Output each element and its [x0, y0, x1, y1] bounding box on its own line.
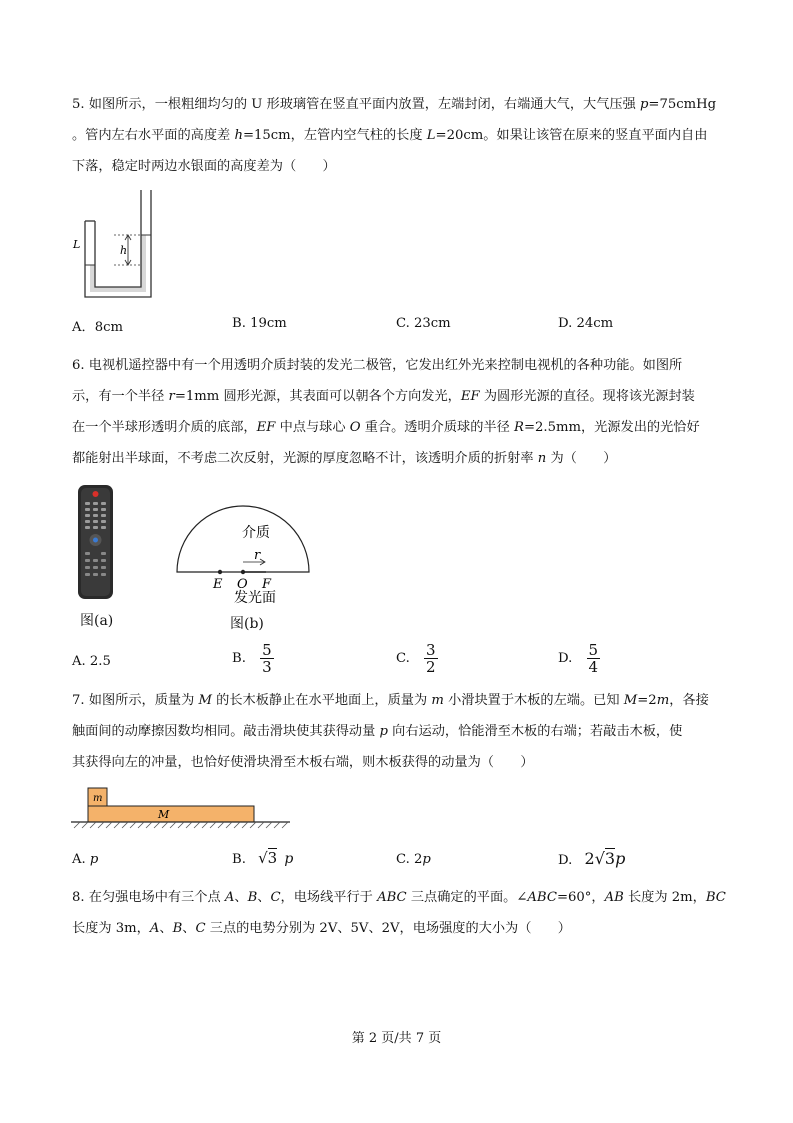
q7-line1: 7. 如图所示，质量为 M 的长木板静止在水平地面上，质量为 m 小滑块置于木板的左端。已知 M=2m，各接	[72, 693, 709, 708]
ok-button-icon	[93, 538, 98, 543]
block-board-figure	[70, 785, 292, 831]
q7-option-a[interactable]: A. p	[72, 852, 99, 867]
page-footer: 第 2 页/共 7 页	[351, 1031, 442, 1046]
q7-option-c[interactable]: C. 2p	[396, 852, 431, 867]
medium-label: 介质	[242, 525, 270, 541]
q5-line1: 5. 如图所示，一根粗细均匀的 U 形玻璃管在竖直平面内放置，左端封闭，右端通大气，大气压强 p=75cmHg	[72, 97, 717, 112]
mercury-fill	[90, 235, 146, 292]
fig-b-label: 图(b)	[230, 616, 264, 632]
h-label: h	[120, 244, 128, 257]
q6-option-c[interactable]: C. $\frac{3}{2}$	[396, 641, 436, 676]
remote-control-image	[76, 484, 116, 602]
f-label: F	[262, 577, 272, 592]
q7-line2: 触面间的动摩擦因数均相同。敲击滑块使其获得动量 p 向右运动，恰能滑至木板的右端；若敲击木板，使	[72, 724, 683, 739]
u-tube-figure	[70, 188, 160, 300]
point-e	[218, 570, 222, 574]
q5-line3: 下落，稳定时两边水银面的高度差为（ ）	[72, 159, 336, 174]
tube-inner	[95, 190, 141, 287]
m-label: m	[93, 793, 103, 804]
q6-option-a[interactable]: A. 2.5	[72, 654, 111, 669]
q5-option-c[interactable]: C. 23cm	[396, 316, 451, 331]
q5-option-b[interactable]: B. 19cm	[232, 316, 287, 331]
q5-option-d[interactable]: D. 24cm	[558, 316, 614, 331]
long-board-M	[88, 806, 254, 822]
power-button-icon	[93, 491, 99, 497]
M-label: M	[158, 808, 170, 821]
q6-line2: 示，有一个半径 r=1mm 圆形光源，其表面可以朝各个方向发光，EF 为圆形光源的直径。现将该光源封装	[72, 389, 695, 404]
q8-line2: 长度为 3m，A、B、C 三点的电势分别为 2V、5V、2V，电场强度的大小为（ ）	[72, 921, 571, 936]
q6-option-b[interactable]: B. $\frac{5}{3}$	[232, 641, 272, 676]
q5-option-a[interactable]: A．8cm	[72, 320, 123, 335]
e-label: E	[213, 577, 223, 592]
q6-line4: 都能射出半球面，不考虑二次反射，光源的厚度忽略不计，该透明介质的折射率 n 为（ ）	[72, 451, 617, 466]
hemisphere-figure	[172, 500, 314, 612]
q8-line1: 8. 在匀强电场中有三个点 A、B、C，电场线平行于 ABC 三点确定的平面。∠ABC=60°，AB 长度为 2m，BC	[72, 890, 726, 905]
ground-hatching	[74, 822, 288, 828]
q7-option-b[interactable]: B. √3 p	[232, 849, 294, 867]
L-label: L	[73, 238, 81, 251]
q6-line3: 在一个半球形透明介质的底部，EF 中点与球心 O 重合。透明介质球的半径 R=2.5mm，光源发出的光恰好	[72, 420, 700, 435]
fig-a-label: 图(a)	[80, 613, 114, 629]
point-o	[241, 570, 245, 574]
q5-line2: 。管内左右水平面的高度差 h=15cm，左管内空气柱的长度 L=20cm。如果让该管在原来的竖直平面内自由	[72, 128, 708, 143]
q6-line1: 6. 电视机遥控器中有一个用透明介质封装的发光二极管，它发出红外光来控制电视机的各种功能。如图所	[72, 358, 683, 373]
r-label: r	[254, 548, 261, 563]
q7-option-d[interactable]: D. 2√3p	[558, 849, 626, 868]
q6-option-d[interactable]: D. $\frac{5}{4}$	[558, 641, 599, 676]
o-label: O	[237, 577, 248, 592]
q7-line3: 其获得向左的冲量，也恰好使滑块滑至木板右端，则木板获得的动量为（ ）	[72, 755, 534, 770]
emitting-surface-label: 发光面	[234, 590, 276, 606]
